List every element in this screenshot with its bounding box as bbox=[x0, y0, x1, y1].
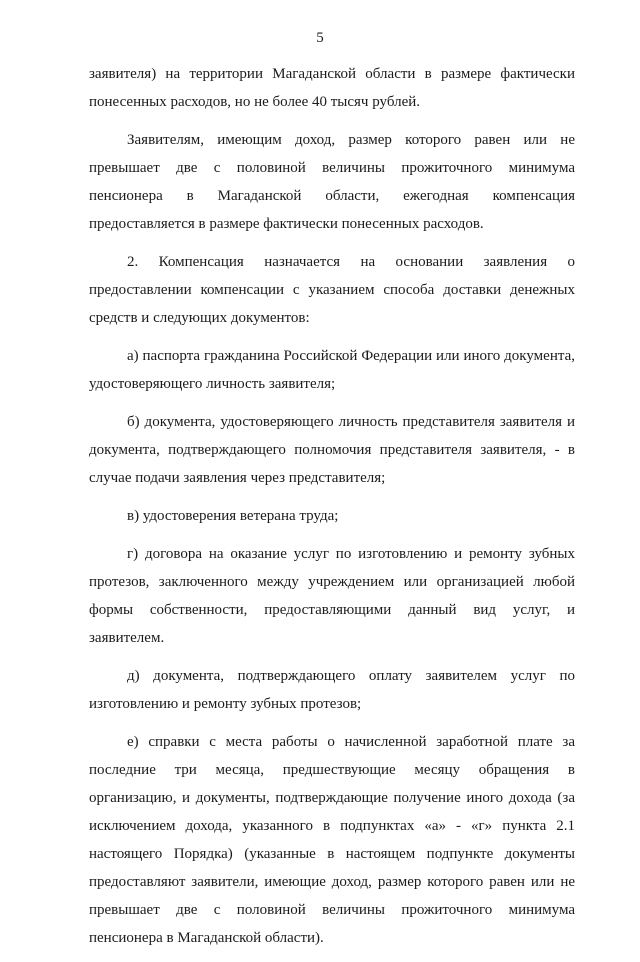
document-body bbox=[89, 60, 575, 962]
list-item-d: д) документа, подтверждающего оплату заявителем услуг по изготовлению и ремонту зубных протезов; bbox=[89, 668, 575, 712]
list-item-e: е) справки с места работы о начисленной заработной плате за последние три месяца, предшествующие месяцу обращения в организацию, и документы, подтверждающие получение иного дохода (за исключением дохода, указанного в подпунктах «а» - «г» пункта 2.1 настоящего Порядка) (указанные в настоящем подпункте документы предоставляют заявители, имеющие доход, размер которого равен или не превышает две с половиной величины прожиточного минимума пенсионера в Магаданской области). bbox=[89, 734, 575, 946]
paragraph-item-2: 2. Компенсация назначается на основании заявления о предоставлении компенсации с указанием способа доставки денежных средств и следующих документов: bbox=[89, 254, 575, 326]
list-item-g: г) договора на оказание услуг по изготовлению и ремонту зубных протезов, заключенного между учреждением или организацией любой формы собственности, предоставляющими данный вид услуг, и заявителем. bbox=[89, 546, 575, 646]
list-item-a: а) паспорта гражданина Российской Федерации или иного документа, удостоверяющего личность заявителя; bbox=[89, 348, 575, 392]
paragraph-income-condition: Заявителям, имеющим доход, размер которого равен или не превышает две с половиной величины прожиточного минимума пенсионера в Магаданской области, ежегодная компенсация предоставляется в размере фактически понесенных расходов. bbox=[89, 132, 575, 232]
list-item-v: в) удостоверения ветерана труда; bbox=[127, 508, 339, 524]
list-item-b: б) документа, удостоверяющего личность представителя заявителя и документа, подтверждающего полномочия представителя заявителя, - в случае подачи заявления через представителя; bbox=[89, 414, 575, 486]
page-number: 5 bbox=[316, 30, 324, 46]
paragraph-continuation: заявителя) на территории Магаданской области в размере фактически понесенных расходов, но не более 40 тысяч рублей. bbox=[89, 66, 575, 110]
